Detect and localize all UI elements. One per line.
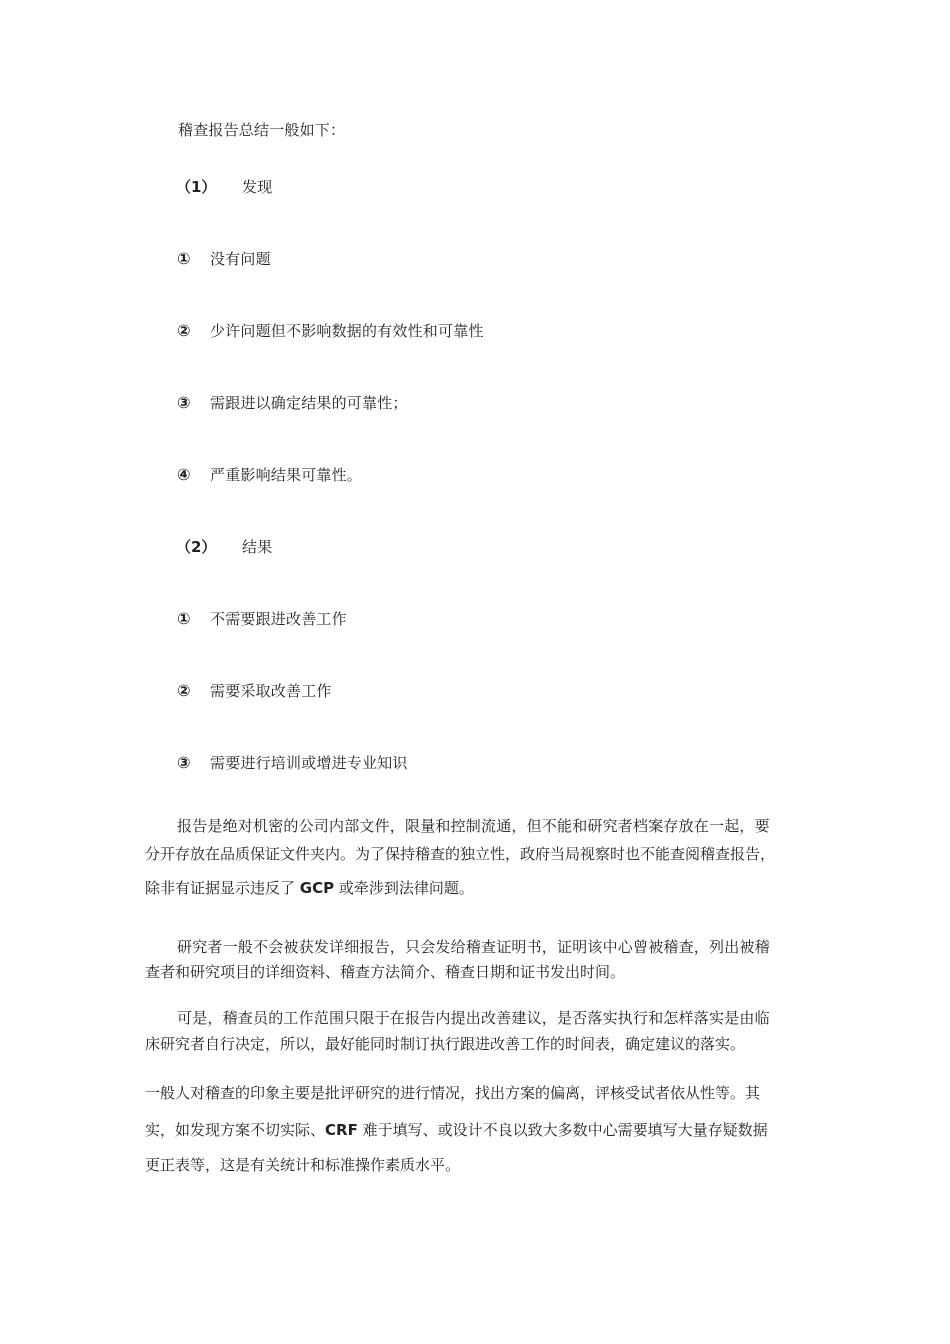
section-2-item-1-text: 不需要跟进改善工作	[210, 610, 347, 628]
section-2-title: 结果	[242, 538, 273, 556]
gcp-term: GCP	[299, 879, 335, 897]
section-2-item-3-text: 需要进行培训或增进专业知识	[210, 754, 408, 772]
section-1-title: 发现	[242, 178, 273, 196]
section-1-item-4-marker: ④	[177, 465, 191, 484]
paragraph-1-line-2: 分开存放在品质保证文件夹内。为了保持稽查的独立性，政府当局视察时也不能查阅稽查报告，	[145, 845, 776, 863]
paragraph-1-line-1: 报告是绝对机密的公司内部文件，限量和控制流通，但不能和研究者档案存放在一起，要	[177, 817, 770, 835]
section-1-item-3-text: 需跟进以确定结果的可靠性；	[210, 394, 408, 412]
crf-term: CRF	[325, 1121, 358, 1139]
section-1-item-2-text: 少许问题但不影响数据的有效性和可靠性	[210, 322, 484, 340]
section-2-item-2-text: 需要采取改善工作	[210, 682, 332, 700]
section-1-item-2-marker: ②	[177, 321, 191, 340]
paragraph-4-line-2	[145, 1120, 768, 1140]
section-2-item-2-marker: ②	[177, 681, 191, 700]
section-2-item-1-marker: ①	[177, 609, 191, 628]
section-2-item-3-marker: ③	[177, 753, 191, 772]
paragraph-2-line-1: 研究者一般不会被获发详细报告，只会发给稽查证明书，证明该中心曾被稽查，列出被稽	[177, 938, 770, 956]
paragraph-3-line-1: 可是，稽查员的工作范围只限于在报告内提出改善建议，是否落实执行和怎样落实是由临	[177, 1009, 770, 1027]
paragraph-4-line-2-end: 难于填写、或设计不良以致大多数中心需要填写大量存疑数据	[357, 1121, 768, 1139]
paragraph-4-line-1: 一般人对稽查的印象主要是批评研究的进行情况，找出方案的偏离，评核受试者依从性等。其	[145, 1084, 761, 1102]
section-1-item-1-marker: ①	[177, 249, 191, 268]
section-1-item-3-marker: ③	[177, 393, 191, 412]
paragraph-4-line-2-start: 实，如发现方案不切实际、	[145, 1121, 326, 1139]
section-2-number: （2）	[176, 538, 217, 556]
section-1-number: （1）	[176, 178, 217, 196]
paragraph-1-line-3-start: 除非有证据显示违反了	[145, 879, 300, 897]
intro-text: 稽查报告总结一般如下：	[178, 121, 346, 139]
paragraph-3-line-2: 床研究者自行决定，所以，最好能同时制订执行跟进改善工作的时间表，确定建议的落实。	[145, 1035, 746, 1053]
paragraph-4-line-3: 更正表等，这是有关统计和标准操作素质水平。	[145, 1156, 461, 1174]
section-1-item-1-text: 没有问题	[210, 250, 271, 268]
paragraph-2-line-2: 查者和研究项目的详细资料、稽查方法简介、稽查日期和证书发出时间。	[145, 963, 626, 981]
paragraph-1-line-3	[145, 878, 474, 898]
section-1-item-4-text: 严重影响结果可靠性。	[210, 466, 363, 484]
paragraph-1-line-3-end: 或牵涉到法律问题。	[334, 879, 474, 897]
